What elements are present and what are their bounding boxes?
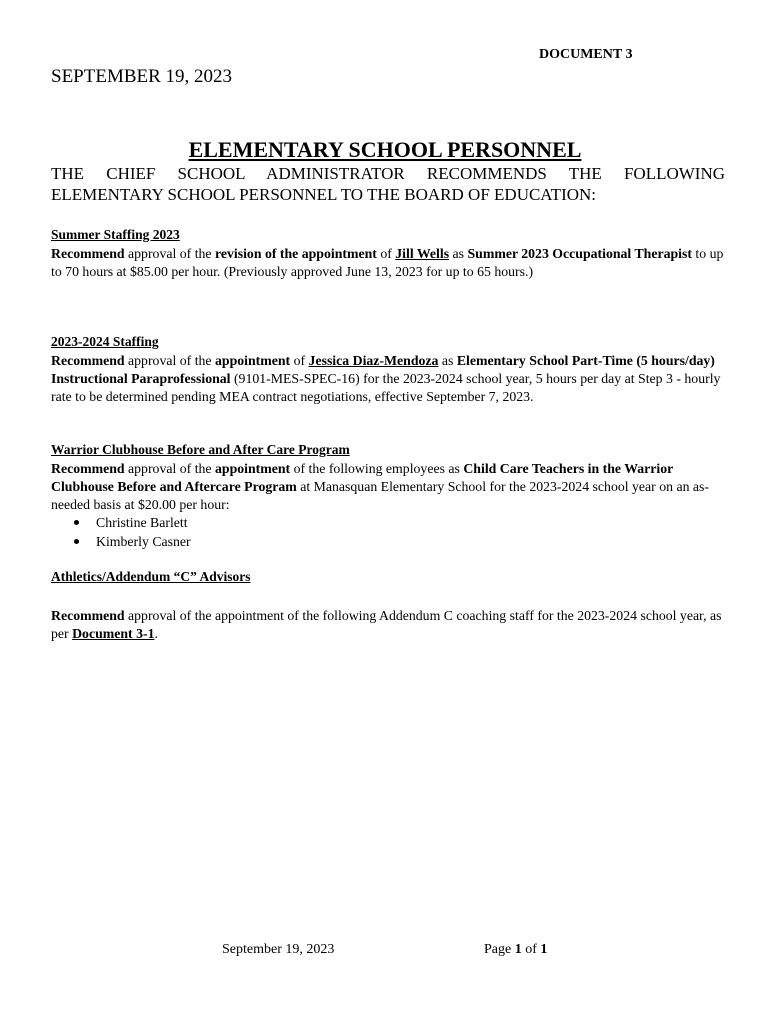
text: (9101-MES-SPEC-16) for the 2023-2024 school year, 5 hours per day at Step 3 - hourly rate to be determined pending MEA contract negotiations, effective September 7, 2023.: [51, 371, 721, 404]
footer-date: September 19, 2023: [222, 942, 335, 957]
page-number: [484, 942, 547, 958]
text: of: [376, 246, 396, 261]
text: to up to 70 hours at $85.00 per hour. (Previously approved June 13, 2023 for up to 65 hours.): [51, 246, 724, 279]
page-title: ELEMENTARY SCHOOL PERSONNEL: [188, 137, 582, 162]
text: at Manasquan Elementary School for the 2023-2024 school year on an as-needed basis at $20.00 per hour:: [51, 479, 710, 512]
warrior-clubhouse-paragraph: [51, 460, 731, 514]
position-title: Summer 2023 Occupational Therapist: [467, 246, 692, 261]
document-reference: Document 3-1: [72, 626, 155, 641]
list-item: [72, 532, 191, 551]
employee-name: Jill Wells: [395, 246, 450, 261]
text: of the following employees as: [290, 461, 464, 476]
text: as: [438, 353, 457, 368]
warrior-clubhouse-heading: Warrior Clubhouse Before and After Care Program: [51, 442, 350, 457]
employee-name: Jessica Diaz-Mendoza: [308, 353, 439, 368]
action-label: appointment: [215, 353, 291, 368]
staffing-2023-2024-paragraph: [51, 352, 731, 406]
recommend-label: Recommend: [51, 461, 125, 476]
page-current: 1: [514, 942, 522, 957]
employee-list: [72, 513, 191, 551]
employee-name: Kimberly Casner: [96, 534, 191, 549]
staffing-2023-2024-heading: 2023-2024 Staffing: [51, 334, 159, 349]
bullet-icon: [74, 539, 79, 544]
text: .: [154, 626, 158, 641]
meeting-date: SEPTEMBER 19, 2023: [51, 66, 233, 87]
text: of: [290, 353, 309, 368]
page-prefix: Page: [484, 942, 515, 957]
text: approval of the: [124, 246, 215, 261]
summer-staffing-paragraph: [51, 245, 731, 281]
recommend-label: Recommend: [51, 353, 125, 368]
page-total: 1: [540, 942, 548, 957]
document-label: DOCUMENT 3: [539, 47, 633, 62]
position-title: Child Care Teachers in the Warrior Clubhouse Before and Aftercare Program: [51, 461, 673, 494]
text: as: [449, 246, 468, 261]
summer-staffing-heading: Summer Staffing 2023: [51, 227, 180, 242]
text: approval of the: [124, 353, 215, 368]
recommend-label: Recommend: [51, 608, 125, 623]
bullet-icon: [74, 520, 79, 525]
list-item: [72, 513, 191, 532]
recommend-label: Recommend: [51, 246, 125, 261]
text: approval of the: [124, 461, 215, 476]
action-label: revision of the appointment: [215, 246, 377, 261]
action-label: appointment: [215, 461, 291, 476]
intro-statement: THE CHIEF SCHOOL ADMINISTRATOR RECOMMENDS THE FOLLOWING ELEMENTARY SCHOOL PERSONNEL TO THE BOARD OF EDUCATION:: [51, 164, 725, 204]
athletics-paragraph: [51, 607, 731, 643]
athletics-heading: Athletics/Addendum “C” Advisors: [51, 569, 251, 584]
employee-name: Christine Barlett: [96, 515, 188, 530]
position-title: Elementary School Part-Time (5 hours/day) Instructional Paraprofessional: [51, 353, 715, 386]
page-of: of: [521, 942, 541, 957]
text: approval of the appointment of the following Addendum C coaching staff for the 2023-2024 school year, as per: [51, 608, 722, 641]
